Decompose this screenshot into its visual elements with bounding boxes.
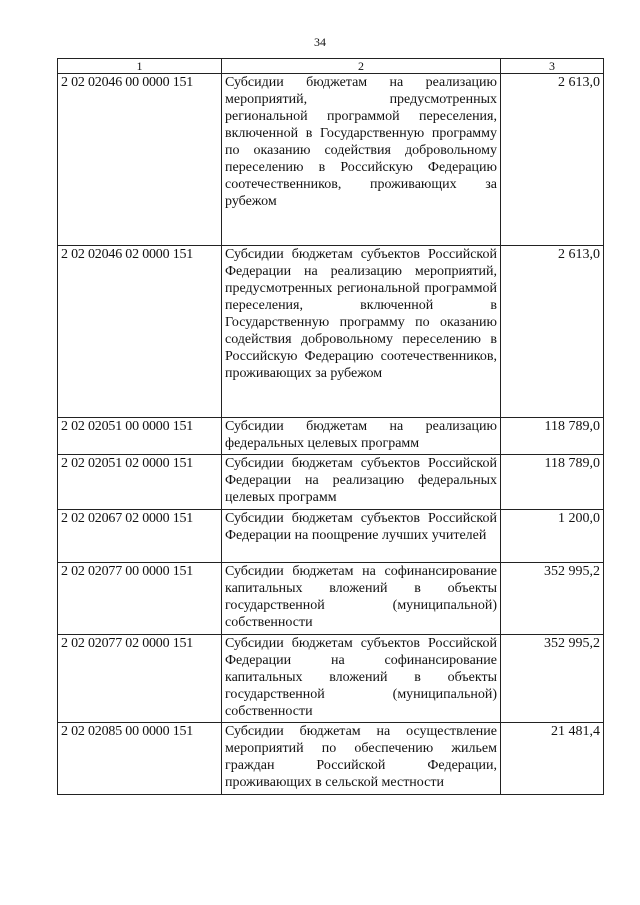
table-row — [58, 635, 604, 723]
row-code: 2 02 02051 02 0000 151 — [58, 455, 222, 510]
row-description: Субсидии бюджетам субъектов Российской Федерации на реализацию федеральных целевых программ — [222, 455, 501, 510]
row-amount: 2 613,0 — [501, 74, 604, 246]
table-row — [58, 418, 604, 455]
table-header-row — [58, 59, 604, 74]
row-amount: 21 481,4 — [501, 723, 604, 795]
table-row — [58, 455, 604, 510]
page-number: 34 — [314, 35, 326, 49]
row-code: 2 02 02077 00 0000 151 — [58, 563, 222, 635]
table-row — [58, 723, 604, 795]
budget-table — [57, 58, 604, 795]
row-description: Субсидии бюджетам на реализацию федеральных целевых программ — [222, 418, 501, 455]
column-header-description: 2 — [222, 59, 501, 74]
table-row — [58, 74, 604, 246]
row-code: 2 02 02051 00 0000 151 — [58, 418, 222, 455]
row-description: Субсидии бюджетам на осуществление мероприятий по обеспечению жильем граждан Российской Федерации, проживающих в сельской местности — [222, 723, 501, 795]
table-row — [58, 563, 604, 635]
row-amount: 118 789,0 — [501, 455, 604, 510]
table-row — [58, 510, 604, 563]
row-code: 2 02 02046 00 0000 151 — [58, 74, 222, 246]
row-description: Субсидии бюджетам субъектов Российской Федерации на поощрение лучших учителей — [222, 510, 501, 563]
row-description: Субсидии бюджетам субъектов Российской Федерации на софинансирование капитальных вложений в объекты государственной (муниципальной) собственности — [222, 635, 501, 723]
column-header-amount: 3 — [501, 59, 604, 74]
row-amount: 352 995,2 — [501, 635, 604, 723]
row-description: Субсидии бюджетам на реализацию мероприятий, предусмотренных региональной программой переселения, включенной в Государственную программу по оказанию содействия добровольному переселению в Российскую Федерацию соотечественников, проживающих за рубежом — [222, 74, 501, 246]
row-code: 2 02 02085 00 0000 151 — [58, 723, 222, 795]
row-code: 2 02 02077 02 0000 151 — [58, 635, 222, 723]
row-amount: 118 789,0 — [501, 418, 604, 455]
row-amount: 352 995,2 — [501, 563, 604, 635]
table-row — [58, 246, 604, 418]
row-description: Субсидии бюджетам на софинансирование капитальных вложений в объекты государственной (муниципальной) собственности — [222, 563, 501, 635]
row-code: 2 02 02067 02 0000 151 — [58, 510, 222, 563]
row-description: Субсидии бюджетам субъектов Российской Федерации на реализацию мероприятий, предусмотренных региональной программой переселения, включенной в Государственную программу по оказанию содействия добровольному переселению в Российскую Федерацию соотечественников, проживающих за рубежом — [222, 246, 501, 418]
row-amount: 1 200,0 — [501, 510, 604, 563]
row-code: 2 02 02046 02 0000 151 — [58, 246, 222, 418]
column-header-code: 1 — [58, 59, 222, 74]
row-amount: 2 613,0 — [501, 246, 604, 418]
